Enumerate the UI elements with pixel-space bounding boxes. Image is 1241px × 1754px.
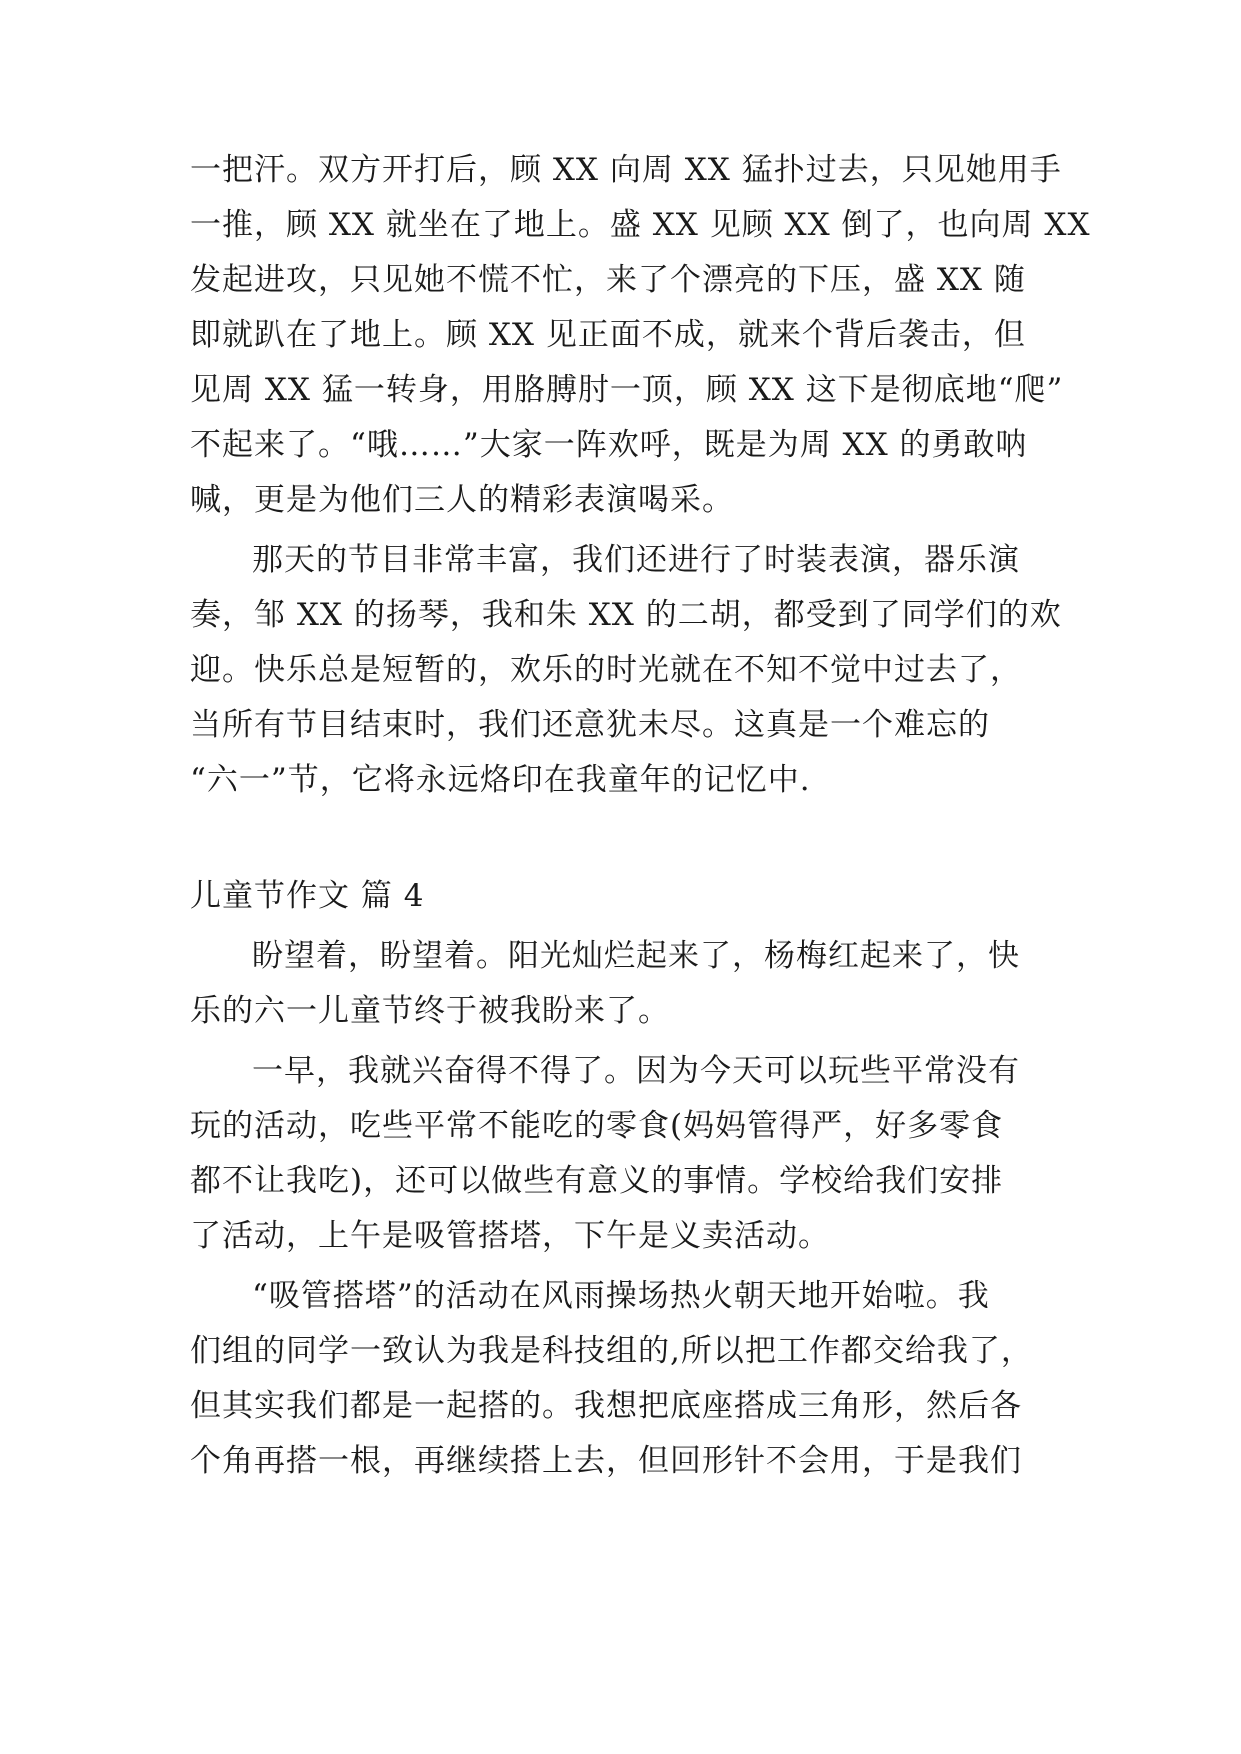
text-line: 乐的六一儿童节终于被我盼来了。 <box>190 993 670 1029</box>
text-line: 一推，顾 XX 就坐在了地上。盛 XX 见顾 XX 倒了，也向周 XX <box>190 207 1091 243</box>
text-line: “六一”节，它将永远烙印在我童年的记忆中. <box>190 762 811 798</box>
text-line: 玩的活动，吃些平常不能吃的零食(妈妈管得严，好多零食 <box>190 1108 1004 1144</box>
text-line: 即就趴在了地上。顾 XX 见正面不成，就来个背后袭击，但 <box>190 317 1026 353</box>
text-line: 不起来了。“哦……”大家一阵欢呼，既是为周 XX 的勇敢呐 <box>190 427 1028 463</box>
text-line: “吸管搭塔”的活动在风雨操场热火朝天地开始啦。我 <box>252 1278 990 1314</box>
text-line: 奏，邹 XX 的扬琴，我和朱 XX 的二胡，都受到了同学们的欢 <box>190 597 1062 633</box>
text-line: 们组的同学一致认为我是科技组的,所以把工作都交给我了， <box>190 1333 1033 1369</box>
text-line: 盼望着，盼望着。阳光灿烂起来了，杨梅红起来了，快 <box>252 938 1020 974</box>
text-line: 喊，更是为他们三人的精彩表演喝采。 <box>190 482 734 518</box>
text-line: 但其实我们都是一起搭的。我想把底座搭成三角形，然后各 <box>190 1388 1022 1424</box>
text-line: 一把汗。双方开打后，顾 XX 向周 XX 猛扑过去，只见她用手 <box>190 152 1062 188</box>
text-line: 见周 XX 猛一转身，用胳膊肘一顶，顾 XX 这下是彻底地“爬” <box>190 372 1064 408</box>
text-line: 那天的节目非常丰富，我们还进行了时装表演，器乐演 <box>252 542 1020 578</box>
text-line: 个角再搭一根，再继续搭上去，但回形针不会用，于是我们 <box>190 1443 1022 1479</box>
text-line: 一早，我就兴奋得不得了。因为今天可以玩些平常没有 <box>252 1053 1020 1089</box>
text-line: 当所有节目结束时，我们还意犹未尽。这真是一个难忘的 <box>190 707 990 743</box>
text-line: 了活动，上午是吸管搭塔，下午是义卖活动。 <box>190 1218 830 1254</box>
text-line: 发起进攻，只见她不慌不忙，来了个漂亮的下压，盛 XX 随 <box>190 262 1026 298</box>
section-heading: 儿童节作文 篇 4 <box>190 878 425 914</box>
text-line: 都不让我吃)，还可以做些有意义的事情。学校给我们安排 <box>190 1163 1004 1199</box>
text-line: 迎。快乐总是短暂的，欢乐的时光就在不知不觉中过去了， <box>190 652 1022 688</box>
